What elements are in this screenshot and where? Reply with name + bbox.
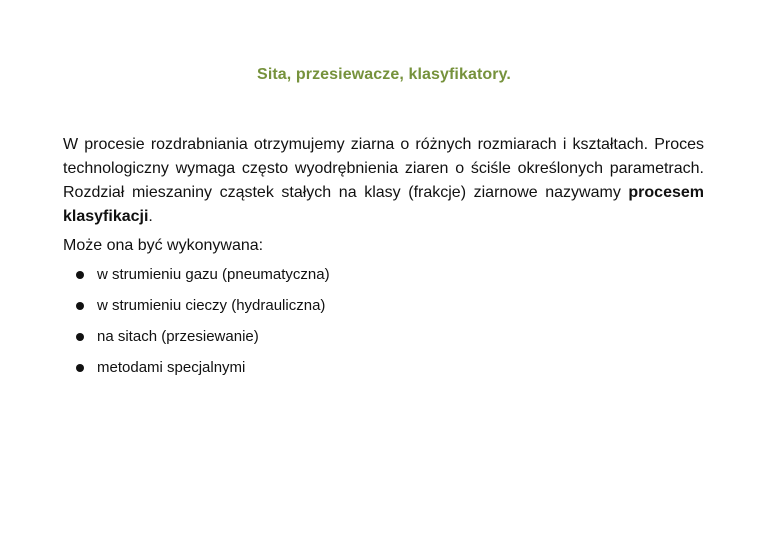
list-item-text: na sitach (przesiewanie) xyxy=(97,328,259,345)
bullet-icon xyxy=(76,302,84,310)
intro-paragraph xyxy=(63,133,704,229)
list-intro: Może ona być wykonywana: xyxy=(63,237,264,254)
list-item-text: w strumieniu gazu (pneumatyczna) xyxy=(97,266,330,283)
document-body xyxy=(63,133,704,389)
page-title: Sita, przesiewacze, klasyfikatory. xyxy=(257,66,511,83)
bullet-list xyxy=(63,265,704,377)
list-item-text: w strumieniu cieczy (hydrauliczna) xyxy=(97,297,326,314)
bullet-icon xyxy=(76,364,84,372)
list-item xyxy=(63,296,704,315)
paragraph-text: W procesie rozdrabniania otrzymujemy ziarna o różnych rozmiarach i kształtach. Proces technologiczny wymaga często wyodrębnienia ziaren o ściśle określonych parametrach. Rozdział mieszaniny cząstek stałych na klasy (frakcje) ziarnowe nazywamy xyxy=(63,136,704,201)
bold-term: procesem klasyfikacji xyxy=(63,184,704,225)
paragraph-end: . xyxy=(148,208,153,225)
bullet-icon xyxy=(76,271,84,279)
bullet-icon xyxy=(76,333,84,341)
list-item xyxy=(63,265,704,284)
list-item xyxy=(63,327,704,346)
list-item xyxy=(63,358,704,377)
list-item-text: metodami specjalnymi xyxy=(97,359,246,376)
